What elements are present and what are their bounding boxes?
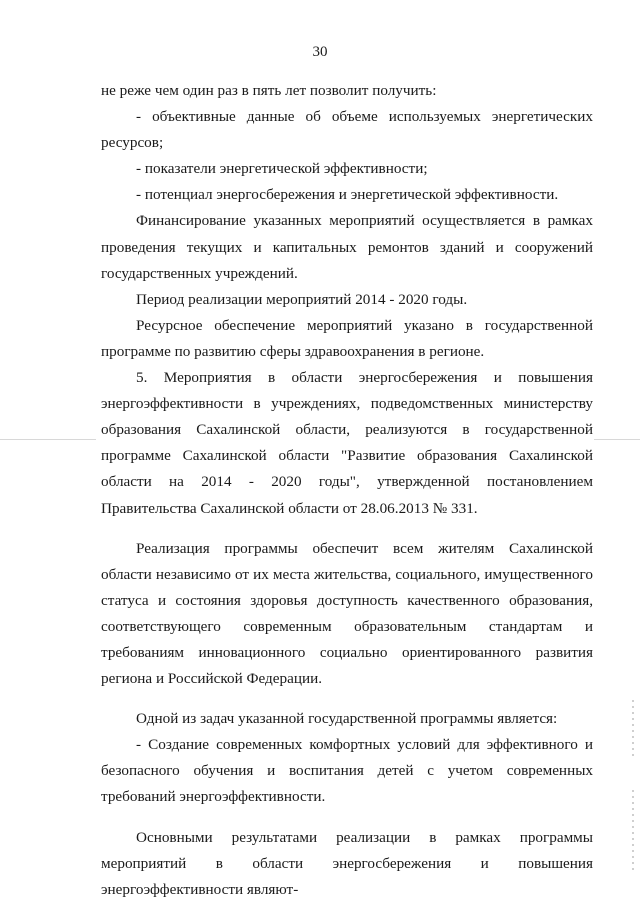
list-item: - потенциал энергосбережения и энергетической эффективности. — [136, 186, 559, 204]
list-item: - Создание современных комфортных условий для эффективного и безопасного обучения и воспитания детей с учетом современных требований энергоэффективности. — [101, 736, 593, 806]
paragraph: Ресурсное обеспечение мероприятий указано в государственной программе по развитию сферы здравоохранения в регионе. — [101, 316, 593, 360]
scan-artifact-dots — [632, 790, 634, 870]
paragraph: Одной из задач указанной государственной программы является: — [136, 710, 558, 728]
list-item: - показатели энергетической эффективности; — [136, 160, 428, 178]
paragraph: не реже чем один раз в пять лет позволит получить: — [101, 82, 437, 99]
document-body — [101, 78, 593, 903]
scan-artifact-dots — [632, 700, 634, 760]
list-item: - объективные данные об объеме используемых энергетических ресурсов; — [101, 108, 593, 152]
paragraph: Период реализации мероприятий 2014 - 2020 годы. — [136, 290, 468, 308]
page-number: 30 — [312, 44, 328, 60]
paragraph: Реализация программы обеспечит всем жителям Сахалинской области независимо от их места жительства, социального, имущественного статуса и состояния здоровья доступность качественного образования, соответствующего современным образовательным стандартам и требованиям инновационного социально ориентированного развития региона и Российской Федерации. — [101, 539, 593, 688]
paragraph: Финансирование указанных мероприятий осуществляется в рамках проведения текущих и капитальных ремонтов зданий и сооружений государственных учреждений. — [101, 212, 593, 282]
paragraph: 5. Мероприятия в области энергосбережения и повышения энергоэффективности в учреждениях, подведомственных министерству образования Сахалинской области, реализуются в государственной программе Сахалинской области "Развитие образования Сахалинской области на 2014 - 2020 годы", утвержденной постановлением Правительства Сахалинской области от 28.06.2013 № 331. — [101, 369, 593, 517]
scan-artifact-line — [0, 439, 96, 440]
scan-artifact-line — [594, 439, 640, 440]
paragraph: Основными результатами реализации в рамках программы мероприятий в области энергосбережения и повышения энергоэффективности являют- — [101, 828, 593, 898]
